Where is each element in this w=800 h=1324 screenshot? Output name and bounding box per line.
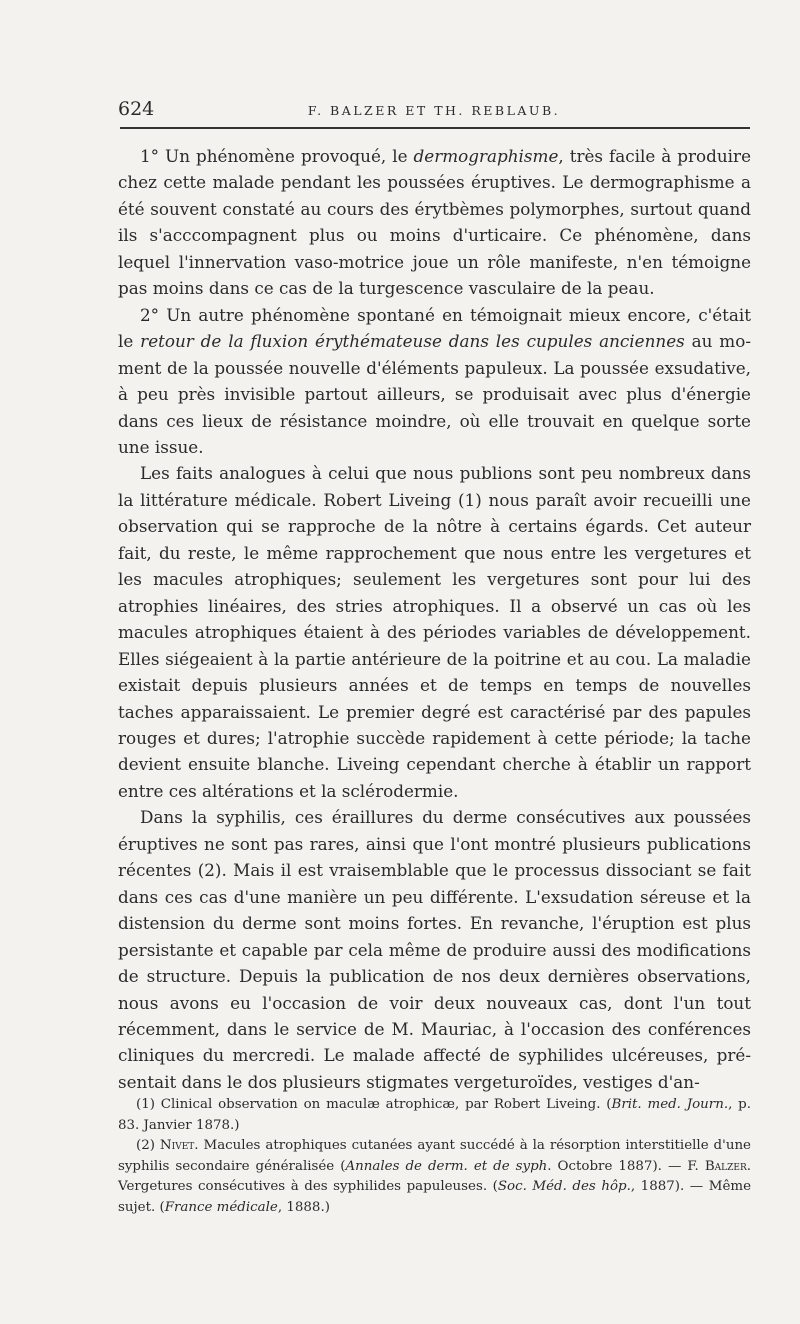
footnote-2 (118, 1136, 751, 1218)
header-rule (120, 127, 750, 129)
italic-term: retour de la fluxion érythémateuse dans les cupules anciennes (140, 331, 685, 352)
footnotes (118, 1095, 751, 1219)
italic-citation: Brit. med. Journ. (611, 1097, 729, 1112)
italic-term: dermographisme (413, 146, 559, 166)
text-run: 1° Un phénomène provoqué, le (140, 146, 414, 166)
page-header (118, 98, 750, 120)
text-run: , p. 83. Janvier 1878.) (118, 1097, 751, 1133)
running-head: F. BALZER ET TH. REBLAUB. (307, 103, 561, 118)
text-run: (1) Clinical observation on maculæ atrophicæ, par Robert Liveing. ( (136, 1097, 612, 1112)
text-run: , très facile à produire chez cette malade pendant les poussées éruptives. Le dermographisme a été souvent constaté au cours des érytbèmes polymorphes, surtout quand ils s'acccompagnent plus ou moins d'urticaire. Ce phénomène, dans lequel l'innervation vaso-motrice joue un rôle manifeste, n'en témoigne pas moins dans ce cas de la turgescence vasculaire de la peau. (118, 146, 751, 299)
text-run: au moment de la poussée nouvelle d'éléments papuleux. La poussée exsudative, à peu près invisible partout ailleurs, se produisait avec plus d'énergie dans ces lieux de résistance moindre, où elle trouvait en quelque sorte une issue. (118, 331, 751, 457)
text-run: . Octobre 1887). — F. (547, 1158, 705, 1174)
paragraph-4: Dans la syphilis, ces éraillures du derme consécutives aux poussées éruptives ne sont pas rares, ainsi que l'ont montré plusieurs publications récentes (2). Mais il est vraisemblable que le processus dissociant se fait dans ces cas d'une manière un peu différente. L'exsudation séreuse et la distension du derme sont moins fortes. En revanche, l'éruption est plus persistante et capable par cela même de produire aussi des modifications de structure. Depuis la publication de nos deux dernières observations, nous avons eu l'occasion de voir deux nouveaux cas, dont l'un tout récemment, dans le service de M. Mauriac, à l'occasion des conférences cliniques du mercredi. Le malade affecté de syphilides ulcéreuses, présentait dans le dos plusieurs stigmates vergeturoïdes, vestiges d'an- (118, 807, 751, 1092)
italic-citation: Annales de derm. et de syph (345, 1158, 548, 1174)
italic-citation: France médicale (164, 1199, 278, 1215)
text-run: (2) (136, 1138, 160, 1154)
italic-citation: Soc. Méd. des hôp. (497, 1179, 631, 1195)
author-name: Nivet (159, 1138, 195, 1154)
paragraph-3: Les faits analogues à celui que nous publions sont peu nombreux dans la littérature médicale. Robert Liveing (1) nous paraît avoir recueilli une observation qui se rapproche de la nôtre à certains égards. Cet auteur fait, du reste, le même rapprochement que nous entre les vergetures et les macules atrophiques; seulement les vergetures sont pour lui des atrophies linéaires, des stries atrophiques. Il a observé un cas où les macules atrophiques étaient à des périodes variables de développement. Elles siégeaient à la partie antérieure de la poitrine et au cou. La maladie existait depuis plusieurs années et de temps en temps de nouvelles taches apparaissaient. Le premier degré est caractérisé par des papules rouges et dures; l'atrophie succède rapidement à cette période; la tache devient ensuite blanche. Liveing cependant cherche à établir un rapport entre ces altérations et la sclérodermie. (118, 463, 751, 801)
paragraph-2 (118, 302, 751, 461)
footnote-1 (118, 1095, 751, 1136)
text-run: . Vergetures consécutives à des syphilides papuleuses. ( (118, 1158, 751, 1195)
body-text (118, 143, 751, 1095)
text-run: 2° Un autre phénomène spontané en témoignait mieux encore, c'était le (118, 304, 751, 352)
author-name: Balzer (704, 1158, 747, 1174)
paragraph-1 (118, 143, 751, 302)
text-run: . Macules atrophiques cutanées ayant succédé à la résorption interstitielle d'une syphilis secondaire généralisée ( (118, 1138, 751, 1174)
text-run: , 1887). — Même sujet. ( (118, 1179, 752, 1215)
page-number: 624 (118, 98, 155, 120)
text-run: , 1888.) (277, 1199, 330, 1215)
